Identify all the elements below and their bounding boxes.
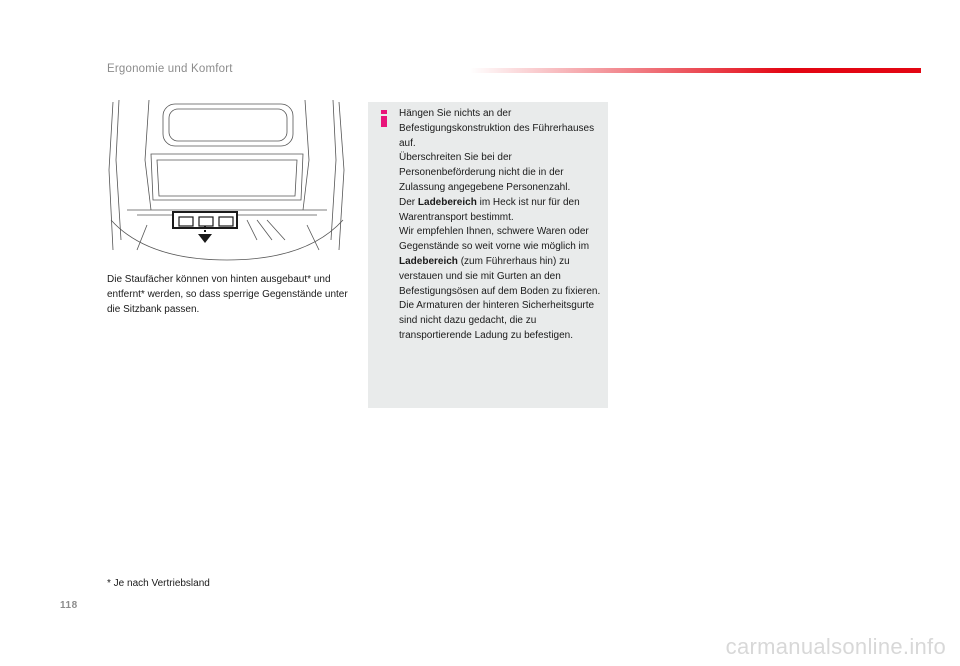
watermark: carmanualsonline.info (725, 634, 946, 659)
chapter-title: Ergonomie und Komfort (107, 63, 233, 75)
info-paragraph: Hängen Sie nichts an der Befestigungskonstruktion des Führerhauses auf. (399, 108, 595, 149)
footnote: * Je nach Vertriebsland (107, 578, 210, 589)
info-paragraph: Überschreiten Sie bei der Personenbeförderung nicht die in der Zulassung angegebene Personenzahl. (399, 152, 571, 193)
term-ladebereich: Ladebereich (399, 255, 458, 267)
info-paragraph: Die Armaturen der hinteren Sicherheitsgurte sind nicht dazu gedacht, die zu transportierende Ladung zu befestigen. (399, 300, 595, 341)
page-number: 118 (60, 600, 78, 611)
info-paragraph: Der Ladebereich im Heck ist nur für den Warentransport bestimmt. (399, 196, 580, 223)
term-ladebereich: Ladebereich (417, 196, 477, 208)
info-box-text (399, 107, 604, 344)
info-icon (379, 110, 389, 127)
info-paragraph: Wir empfehlen Ihnen, schwere Waren oder Gegenstände so weit vorne wie möglich im Ladebereich (zum Führerhaus hin) zu verstauen und sie mit Gurten an den Befestigungsösen auf dem Boden zu fixieren. (399, 226, 601, 297)
storage-compartment-illustration (107, 100, 347, 262)
compartment-description (107, 273, 357, 317)
header-accent-rule (470, 68, 921, 73)
compartment-description-text: Die Staufächer können von hinten ausgebaut* und entfernt* werden, so dass sperrige Gegenstände unter die Sitzbank passen. (107, 274, 348, 315)
